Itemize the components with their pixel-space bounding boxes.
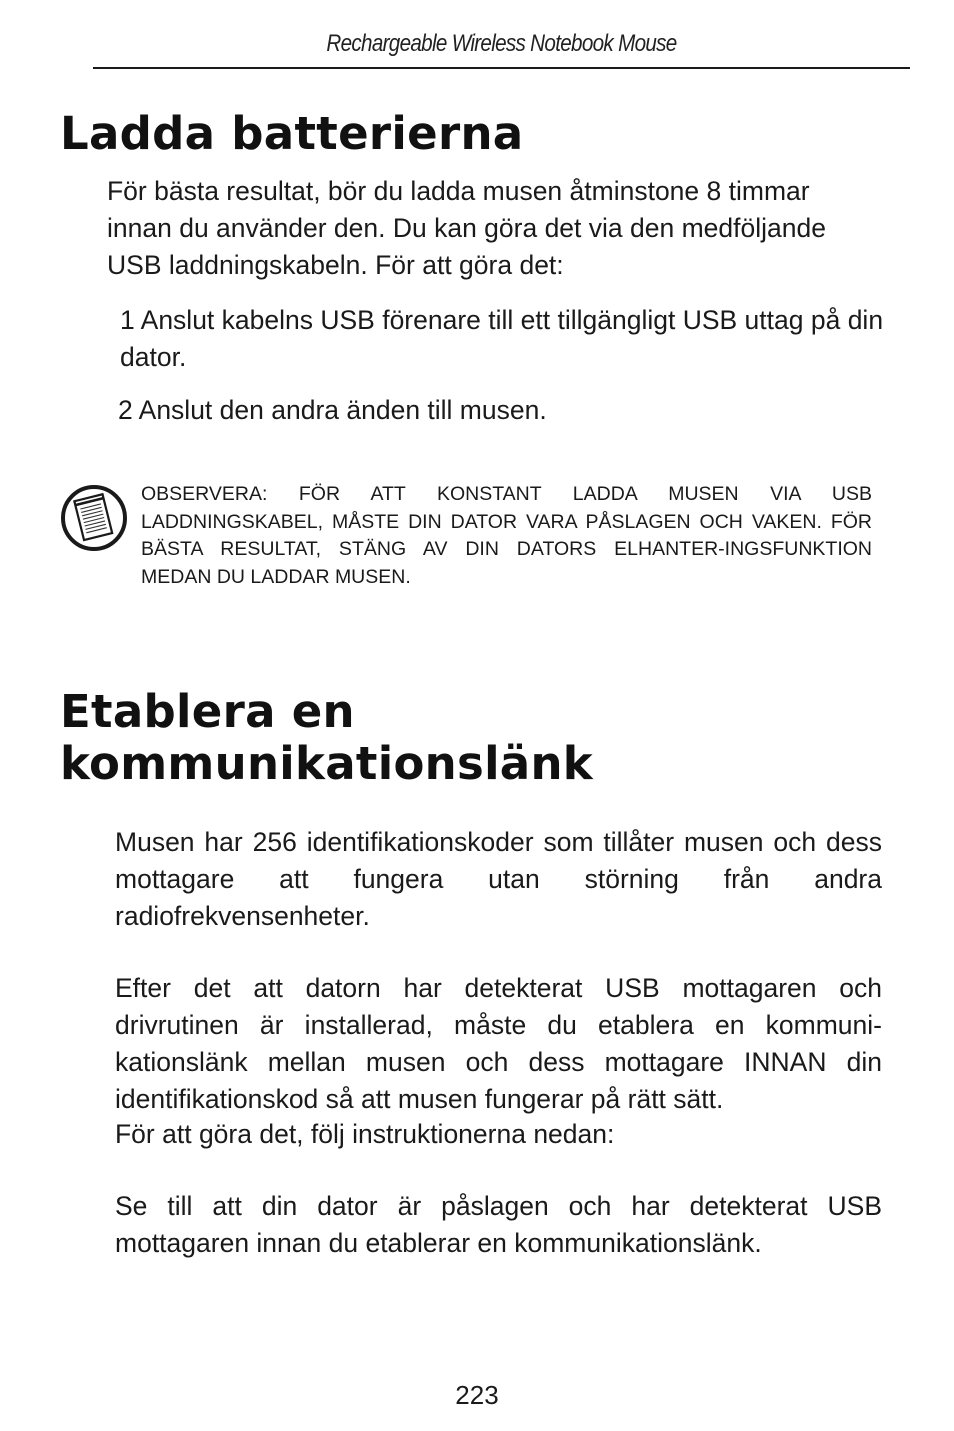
section-heading-charge: Ladda batterierna — [60, 107, 524, 160]
notepad-icon — [60, 484, 128, 552]
link-paragraph-3: Se till att din dator är påslagen och har detekterat USB mottagaren innan du etablerar en kommunikationslänk. — [115, 1191, 882, 1258]
charge-intro-paragraph: För bästa resultat, bör du ladda musen åtminstone 8 timmar innan du använder den. Du kan göra det via den medföljande USB laddningskabeln. För att göra det: — [107, 176, 826, 280]
section-heading-link-line1: Etablera en — [60, 685, 355, 738]
section-heading-link — [60, 686, 593, 790]
link-paragraph-2: Efter det att datorn har detekterat USB mottagaren och drivrutinen är installerad, måste du etablera en kommuni-kationslänk mellan musen och dess mottagare INNAN din identifikationskod så att musen fungerar på rätt sätt. — [115, 973, 882, 1114]
link-paragraph-2-instruction: För att göra det, följ instruktionerna nedan: — [115, 1119, 615, 1149]
note-text: OBSERVERA: FÖR ATT KONSTANT LADDA MUSEN VIA USB LADDNINGSKABEL, MÅSTE DIN DATOR VARA PÅSLAGEN OCH VAKEN. FÖR BÄSTA RESULTAT, STÄNG AV DIN DATORS ELHANTER-INGSFUNKTION MEDAN DU LADDAR MUSEN. — [141, 483, 872, 588]
header-rule — [93, 67, 910, 69]
section-heading-link-line2: kommunikationslänk — [60, 737, 594, 790]
charge-step-2: 2 Anslut den andra änden till musen. — [118, 395, 547, 425]
link-paragraph-1: Musen har 256 identifikationskoder som tillåter musen och dess mottagare att fungera utan störning från andra radiofrekvensenheter. — [115, 827, 882, 931]
charge-step-1: 1 Anslut kabelns USB förenare till ett tillgängligt USB uttag på din dator. — [120, 305, 884, 372]
running-header: Rechargeable Wireless Notebook Mouse — [326, 30, 677, 57]
page-number: 223 — [455, 1380, 499, 1410]
